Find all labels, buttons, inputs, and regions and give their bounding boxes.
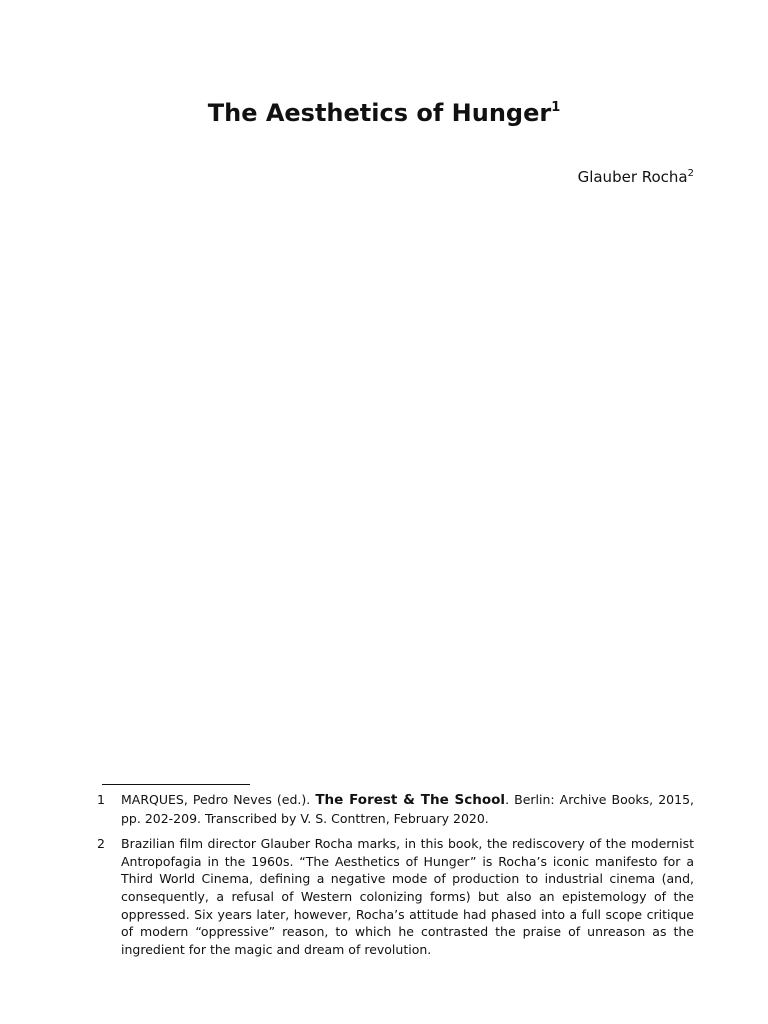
document-title xyxy=(0,96,768,130)
footnote-1-book-title: The Forest & The School xyxy=(315,792,506,808)
footnote-1-number: 1 xyxy=(97,792,105,807)
footnote-1-text-after: . Berlin: Archive Books, 2015, pp. 202-209. Transcribed by V. S. Conttren, February 2020. xyxy=(121,792,694,826)
footnote-ref-2[interactable]: 2 xyxy=(687,168,694,179)
footnote-2-text: Brazilian film director Glauber Rocha marks, in this book, the rediscovery of the modernist Antropofagia in the 1960s. “The Aesthetics of Hunger” is Rocha’s iconic manifesto for a Third World Cinema, defining a negative mode of production to industrial cinema (and, consequently, a refusal of Western colonizing forms) but also an epistemology of the oppressed. Six years later, however, Rocha’s attitude had phased into a full scope critique of modern “oppressive” reason, to which he contrasted the praise of unreason as the ingredient for the magic and dream of revolution. xyxy=(121,836,694,957)
footnote-2-number: 2 xyxy=(97,836,105,852)
footnote-separator xyxy=(102,784,250,785)
footnote-ref-1[interactable]: 1 xyxy=(551,100,561,115)
footnote-2 xyxy=(97,835,694,958)
author-line xyxy=(578,166,694,188)
footnotes-section xyxy=(97,791,694,966)
footnote-1-text-before: MARQUES, Pedro Neves (ed.). xyxy=(121,792,316,807)
footnote-1 xyxy=(97,791,694,827)
document-title-text: The Aesthetics of Hunger xyxy=(207,99,552,127)
footnote-1-text xyxy=(121,791,694,827)
author-name: Glauber Rocha xyxy=(577,168,688,186)
